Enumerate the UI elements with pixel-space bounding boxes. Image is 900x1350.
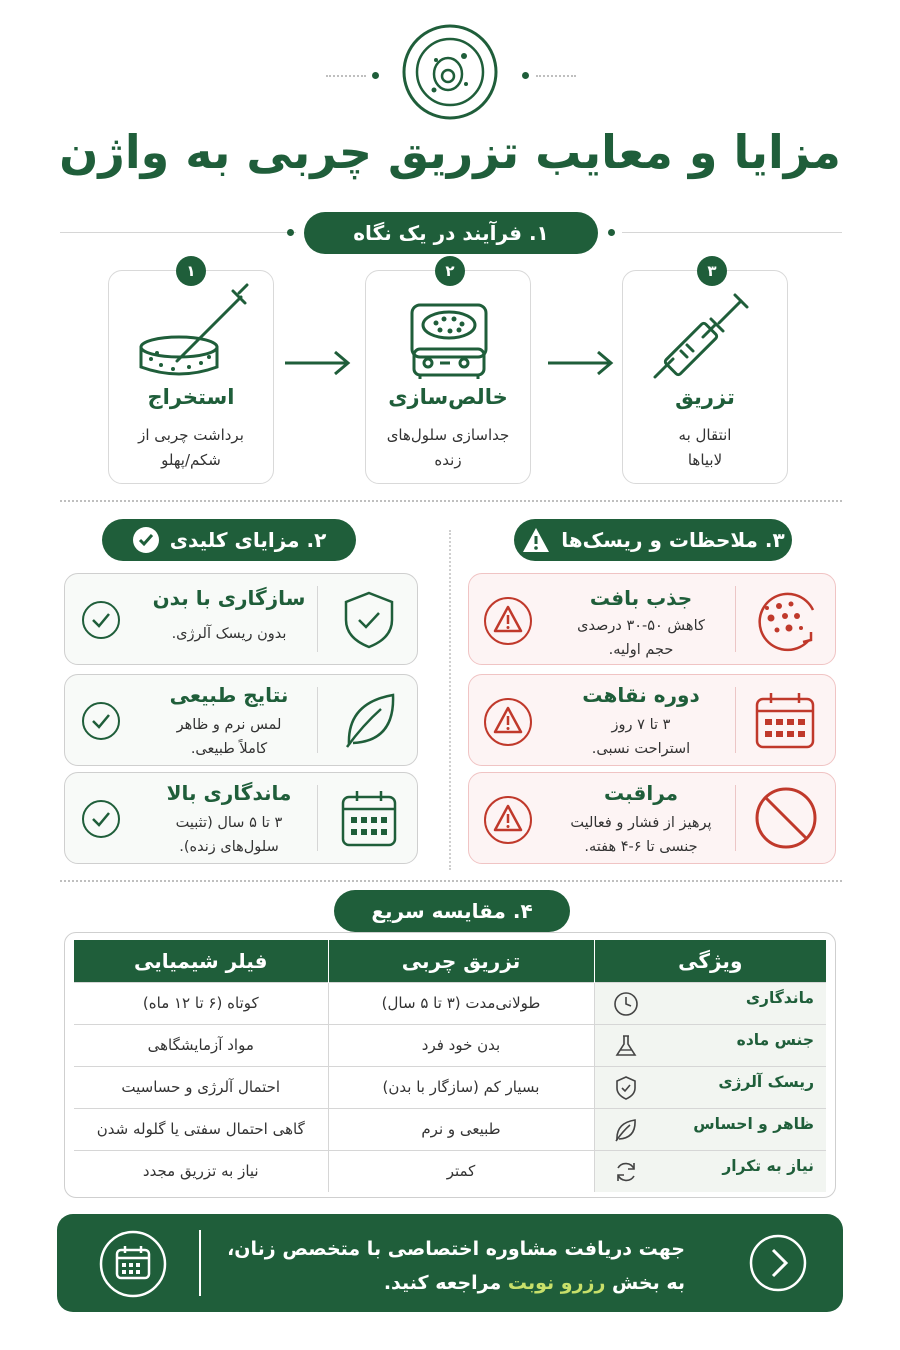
- risk-title: مراقبت: [603, 781, 679, 805]
- column-divider: [449, 530, 451, 870]
- arrow-right-icon: [546, 348, 616, 378]
- check-circle-icon: [81, 701, 121, 741]
- footer-divider: [199, 1230, 201, 1296]
- risk-desc: پرهیز از فشار و فعالیت جنسی تا ۶-۴ هفته.: [570, 815, 712, 855]
- warning-icon: [483, 697, 533, 747]
- table-cell-filler: گاهی احتمال سفتی یا گلوله شدن: [74, 1108, 328, 1150]
- cell-logo-icon: [400, 22, 500, 122]
- process-step-number: ۱: [176, 256, 206, 286]
- table-cell-feature: ماندگاری: [594, 982, 826, 1024]
- benefit-desc: لمس نرم و ظاهر کاملاً طبیعی.: [176, 717, 282, 757]
- shield-check-icon: [341, 590, 397, 650]
- check-circle-icon: [81, 799, 121, 839]
- section1-line-right: [622, 232, 842, 233]
- process-step-title: خالص‌سازی: [388, 385, 508, 409]
- leaf-icon: [341, 689, 399, 751]
- risk-card: [468, 674, 836, 766]
- table-row: [74, 982, 826, 1024]
- table-cell-feature: نیاز به تکرار: [594, 1150, 826, 1192]
- arrow-right-icon: [283, 348, 353, 378]
- header-divider-left: [326, 75, 366, 77]
- table-cell-feature: ظاهر و احساس: [594, 1108, 826, 1150]
- section1-line-left: [60, 232, 296, 233]
- comparison-table: [74, 940, 826, 1192]
- fat-extraction-icon: [137, 283, 253, 383]
- clock-icon: [613, 991, 639, 1017]
- table-cell-filler: کوتاه (۶ تا ۱۲ ماه): [74, 982, 328, 1024]
- benefit-desc: بدون ریسک آلرژی.: [171, 626, 287, 642]
- section-risks-heading: ۳. ملاحظات و ریسک‌ها: [514, 519, 792, 561]
- flask-icon: [613, 1033, 639, 1059]
- header-dot-left: [372, 72, 379, 79]
- section-divider: [60, 500, 842, 502]
- shield-check-icon: [613, 1075, 639, 1101]
- table-cell-fat: بسیار کم (سازگار با بدن): [328, 1066, 594, 1108]
- check-circle-icon: [81, 600, 121, 640]
- section-comparison-heading: ۴. مقایسه سریع: [334, 890, 570, 932]
- syringe-icon: [651, 291, 761, 381]
- header-divider-right: [536, 75, 576, 77]
- table-cell-filler: احتمال آلرژی و حساسیت: [74, 1066, 328, 1108]
- warning-icon: [483, 596, 533, 646]
- section1-dot-left: [287, 229, 294, 236]
- table-row: [74, 1150, 826, 1192]
- process-step-2: [365, 270, 531, 484]
- table-cell-feature: جنس ماده: [594, 1024, 826, 1066]
- table-cell-filler: مواد آزمایشگاهی: [74, 1024, 328, 1066]
- benefit-desc: ۳ تا ۵ سال (تثبیت سلول‌های زنده).: [175, 815, 283, 855]
- table-cell-fat: طولانی‌مدت (۳ تا ۵ سال): [328, 982, 594, 1024]
- section-process-heading: ۱. فرآیند در یک نگاه: [304, 212, 598, 254]
- header-dot-right: [522, 72, 529, 79]
- risk-card: [468, 772, 836, 864]
- prohibited-icon: [753, 785, 819, 851]
- process-step-title: استخراج: [147, 385, 235, 409]
- table-row: [74, 1066, 826, 1108]
- table-cell-filler: نیاز به تزریق مجدد: [74, 1150, 328, 1192]
- table-cell-fat: بدن خود فرد: [328, 1024, 594, 1066]
- calendar-icon: [99, 1230, 167, 1298]
- risk-title: جذب بافت: [589, 586, 693, 610]
- chevron-right-icon[interactable]: [749, 1234, 807, 1292]
- benefit-card: [64, 573, 418, 665]
- risk-card: [468, 573, 836, 665]
- table-cell-feature: ریسک آلرژی: [594, 1066, 826, 1108]
- benefit-title: نتایج طبیعی: [169, 683, 289, 707]
- process-step-desc: انتقال به لابیاها: [678, 426, 732, 469]
- benefit-card: [64, 674, 418, 766]
- centrifuge-icon: [406, 291, 492, 381]
- warning-icon: [521, 526, 551, 554]
- calendar-icon: [339, 787, 399, 849]
- booking-cta-banner[interactable]: [57, 1214, 843, 1312]
- check-circle-icon: [132, 526, 160, 554]
- page-title: مزایا و معایب تزریق چربی به واژن: [59, 125, 841, 179]
- process-step-number: ۳: [697, 256, 727, 286]
- table-header-filler: فیلر شیمیایی: [74, 940, 328, 982]
- risk-desc: کاهش ۵۰-۳۰ درصدی حجم اولیه.: [577, 618, 705, 658]
- section-benefits-heading: ۲. مزایای کلیدی: [102, 519, 356, 561]
- table-cell-fat: طبیعی و نرم: [328, 1108, 594, 1150]
- footer-text: جهت دریافت مشاوره اختصاصی با متخصص زنان، به بخش رزرو نوبت مراجعه کنید.: [227, 1238, 685, 1294]
- leaf-icon: [613, 1117, 639, 1143]
- refresh-icon: [613, 1159, 639, 1185]
- table-header-feature: ویژگی: [594, 940, 826, 982]
- risk-title: دوره نقاهت: [582, 683, 700, 707]
- process-step-desc: برداشت چربی از شکم/پهلو: [138, 426, 244, 469]
- benefit-title: ماندگاری بالا: [166, 781, 292, 805]
- booking-link[interactable]: رزرو نوبت: [507, 1272, 606, 1294]
- warning-icon: [483, 795, 533, 845]
- section-divider: [60, 880, 842, 882]
- absorption-icon: [751, 586, 821, 654]
- process-step-desc: جداسازی سلول‌های زنده: [386, 426, 510, 469]
- table-row: [74, 1108, 826, 1150]
- process-step-3: [622, 270, 788, 484]
- process-step-1: [108, 270, 274, 484]
- process-step-title: تزریق: [675, 385, 735, 409]
- table-row: [74, 1024, 826, 1066]
- section1-dot-right: [608, 229, 615, 236]
- benefit-card: [64, 772, 418, 864]
- calendar-icon: [753, 689, 817, 751]
- risk-desc: ۳ تا ۷ روز استراحت نسبی.: [591, 717, 691, 757]
- table-cell-fat: کمتر: [328, 1150, 594, 1192]
- process-step-number: ۲: [435, 256, 465, 286]
- table-header-fat: تزریق چربی: [328, 940, 594, 982]
- benefit-title: سازگاری با بدن: [152, 586, 306, 610]
